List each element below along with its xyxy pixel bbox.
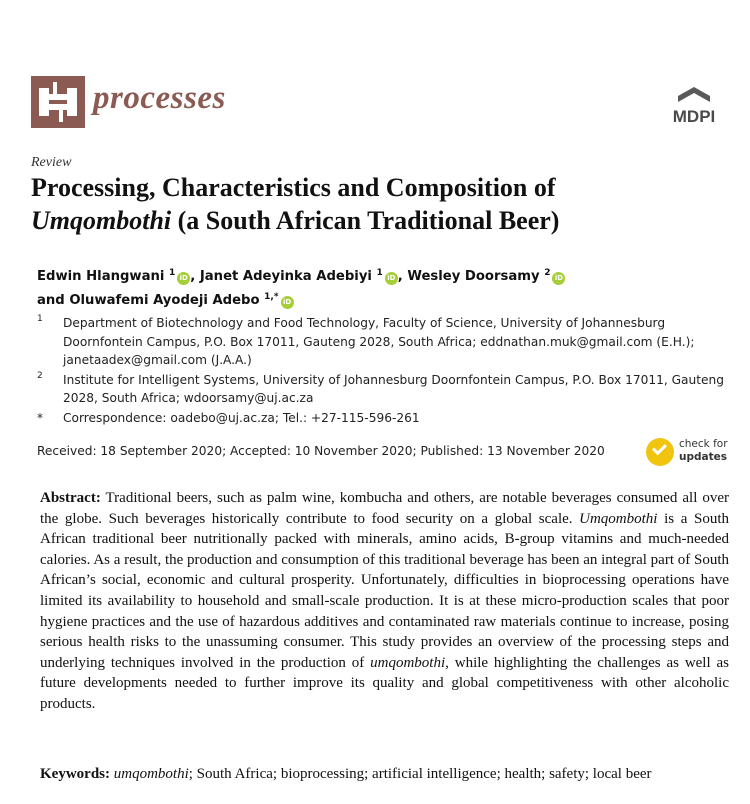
keywords xyxy=(40,764,740,784)
author-name: Wesley Doorsamy xyxy=(407,269,540,284)
keyword-italic: umqombothi xyxy=(113,766,189,782)
affiliation-mark: 1 xyxy=(37,314,43,324)
abstract-label: Abstract: xyxy=(40,490,101,506)
article-type: Review xyxy=(31,155,72,170)
orcid-icon[interactable]: iD xyxy=(552,272,565,285)
check-for-updates-button[interactable] xyxy=(646,436,736,468)
title-italic: Umqombothi xyxy=(31,206,172,235)
author-list xyxy=(37,263,727,311)
title-part2: (a South African Traditional Beer) xyxy=(171,206,560,235)
affiliation-mark: * xyxy=(37,410,43,425)
affiliation-text: Department of Biotechnology and Food Technology, Faculty of Science, University of Johannesburg Doornfontein Campus, P.O. Box 17011, Gauteng 2028, South Africa; eddnathan.muk@gmail.com (E.H.); janetaadex@gmail.com (J.A.A.) xyxy=(63,316,695,368)
processes-logo-icon xyxy=(31,76,85,128)
keywords-label: Keywords: xyxy=(40,766,110,782)
title-part1: Processing, Characteristics and Composition of xyxy=(31,173,556,202)
abstract-text: , while highlighting the challenges as well as future developments needed to further improve its quality and global competitiveness with other alcoholic products. xyxy=(40,654,729,712)
check-label-line1: check for xyxy=(679,438,728,450)
author-affil-sup: 2 xyxy=(544,268,551,278)
author-affil-sup: 1 xyxy=(376,268,383,278)
affiliation-item xyxy=(37,371,727,408)
affiliation-mark: 2 xyxy=(37,370,43,381)
article-title xyxy=(31,171,731,237)
checkmark-icon xyxy=(646,438,674,466)
journal-name: processes xyxy=(93,80,226,116)
author-affil-sup: 1 xyxy=(169,268,176,278)
affiliation-item xyxy=(37,314,727,370)
author-separator: , xyxy=(397,269,408,284)
orcid-icon[interactable]: iD xyxy=(281,296,294,309)
affiliation-item xyxy=(37,409,727,428)
abstract-italic-term: umqombothi xyxy=(370,654,446,671)
abstract xyxy=(40,488,729,715)
keywords-text: ; South Africa; bioprocessing; artificial intelligence; health; safety; local beer xyxy=(188,766,652,782)
affiliations xyxy=(37,314,727,429)
abstract-text: Traditional beers, such as palm wine, kombucha and others, are notable beverages consumed all over the globe. Such beverages historically contribute to food security on a global scale. xyxy=(40,490,729,527)
orcid-icon[interactable]: iD xyxy=(177,272,190,285)
abstract-text: is a South African traditional beer nutritionally packed with minerals, amino acids, B-group vitamins and much-needed calories. As a result, the production and consumption of this traditional beverage has been an integral part of South African’s social, economic and cultural prosperity. Unfortunately, difficulties in bioprocessing operations have limited its availability to household and small-scale production. It is at these micro-production scales that poor hygiene practices and the use of hazardous additives and contaminated raw materials continue to increase, posing serious health risks to the unassuming consumer. This study provides an overview of the processing steps and underlying techniques involved in the production of xyxy=(40,510,729,671)
orcid-icon[interactable]: iD xyxy=(385,272,398,285)
author-name: Edwin Hlangwani xyxy=(37,269,165,284)
mdpi-logo xyxy=(664,85,724,129)
journal-logo xyxy=(31,76,85,128)
author-affil-sup: 1,* xyxy=(264,292,279,302)
check-label-line2: updates xyxy=(679,451,727,463)
author-separator: and xyxy=(37,293,70,308)
author-separator: , xyxy=(190,269,200,284)
affiliation-text: Institute for Intelligent Systems, University of Johannesburg Doornfontein Campus, P.O. Box 17011, Gauteng 2028, South Africa; wdoorsamy@uj.ac.za xyxy=(63,372,724,406)
publisher-name: MDPI xyxy=(672,107,716,126)
correspondence-text: Correspondence: oadebo@uj.ac.za; Tel.: +27-115-596-261 xyxy=(63,410,420,425)
abstract-italic-term: Umqombothi xyxy=(579,510,658,527)
author-name: Janet Adeyinka Adebiyi xyxy=(199,269,372,284)
author-name: Oluwafemi Ayodeji Adebo xyxy=(69,293,260,308)
publication-dates: Received: 18 September 2020; Accepted: 10 November 2020; Published: 13 November 2020 xyxy=(37,444,605,458)
